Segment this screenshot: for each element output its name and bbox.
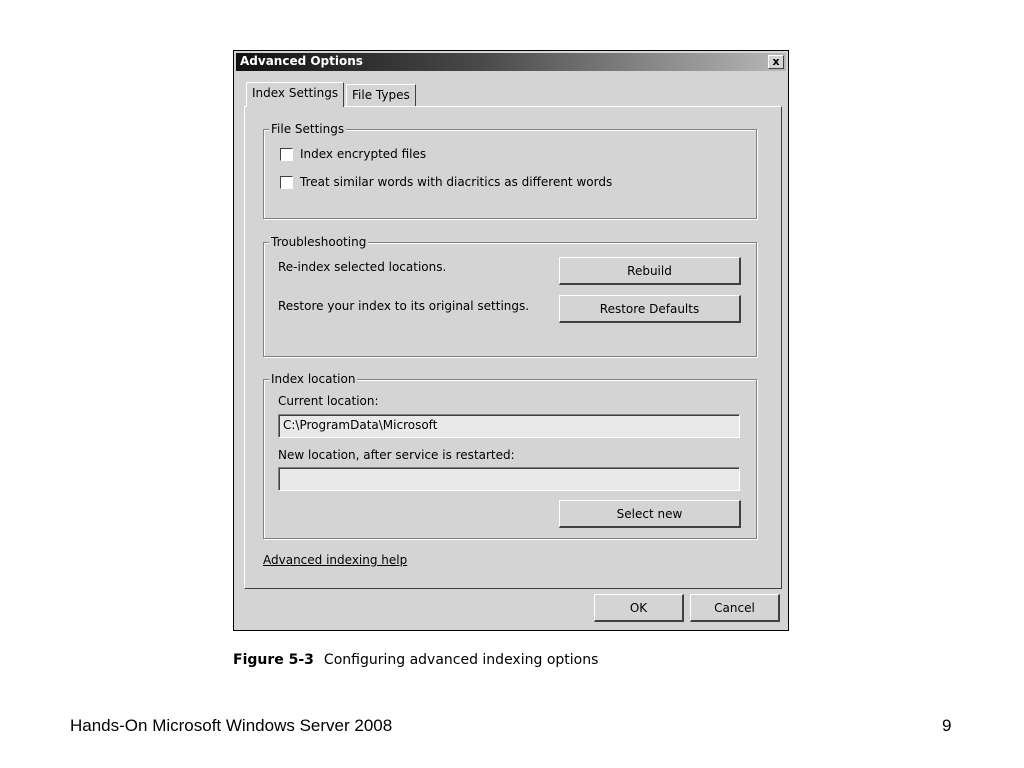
advanced-options-dialog [233,50,789,631]
select-new-button[interactable]: Select new [559,500,741,528]
troubleshooting-group [263,235,757,357]
index-location-group [263,372,757,539]
ok-button[interactable]: OK [594,594,684,622]
index-settings-panel [244,106,782,589]
diacritics-label: Treat similar words with diacritics as different words [300,175,613,189]
cancel-button[interactable]: Cancel [690,594,780,622]
restore-defaults-button[interactable]: Restore Defaults [559,295,741,323]
page-number: 9 [942,716,952,735]
close-button[interactable] [768,55,784,69]
close-icon: x [772,55,780,68]
troubleshooting-label: Troubleshooting [271,235,367,249]
diacritics-checkbox[interactable] [280,176,293,189]
file-settings-group [263,122,757,219]
restore-text: Restore your index to its original settings. [278,299,530,313]
tab-file-types-label: File Types [352,88,410,102]
tab-file-types[interactable] [346,84,416,106]
title-bar[interactable] [236,53,786,71]
new-location-label: New location, after service is restarted: [278,448,515,462]
dialog-title: Advanced Options [240,54,363,68]
current-location-field: C:\ProgramData\Microsoft [278,414,740,438]
figure-caption [233,652,598,668]
new-location-field [278,467,740,491]
figure-number: Figure 5-3 [233,652,314,668]
rebuild-button[interactable]: Rebuild [559,257,741,285]
index-encrypted-checkbox[interactable] [280,148,293,161]
advanced-indexing-help-link[interactable]: Advanced indexing help [263,553,408,567]
book-title: Hands-On Microsoft Windows Server 2008 [70,716,393,735]
tab-index-settings-label: Index Settings [252,86,339,100]
reindex-text: Re-index selected locations. [278,260,447,274]
figure-caption-text: Configuring advanced indexing options [323,652,599,668]
index-encrypted-label: Index encrypted files [300,147,427,161]
tab-index-settings[interactable] [246,82,344,107]
current-location-label: Current location: [278,394,379,408]
file-settings-label: File Settings [271,122,345,136]
index-location-label: Index location [271,372,356,386]
